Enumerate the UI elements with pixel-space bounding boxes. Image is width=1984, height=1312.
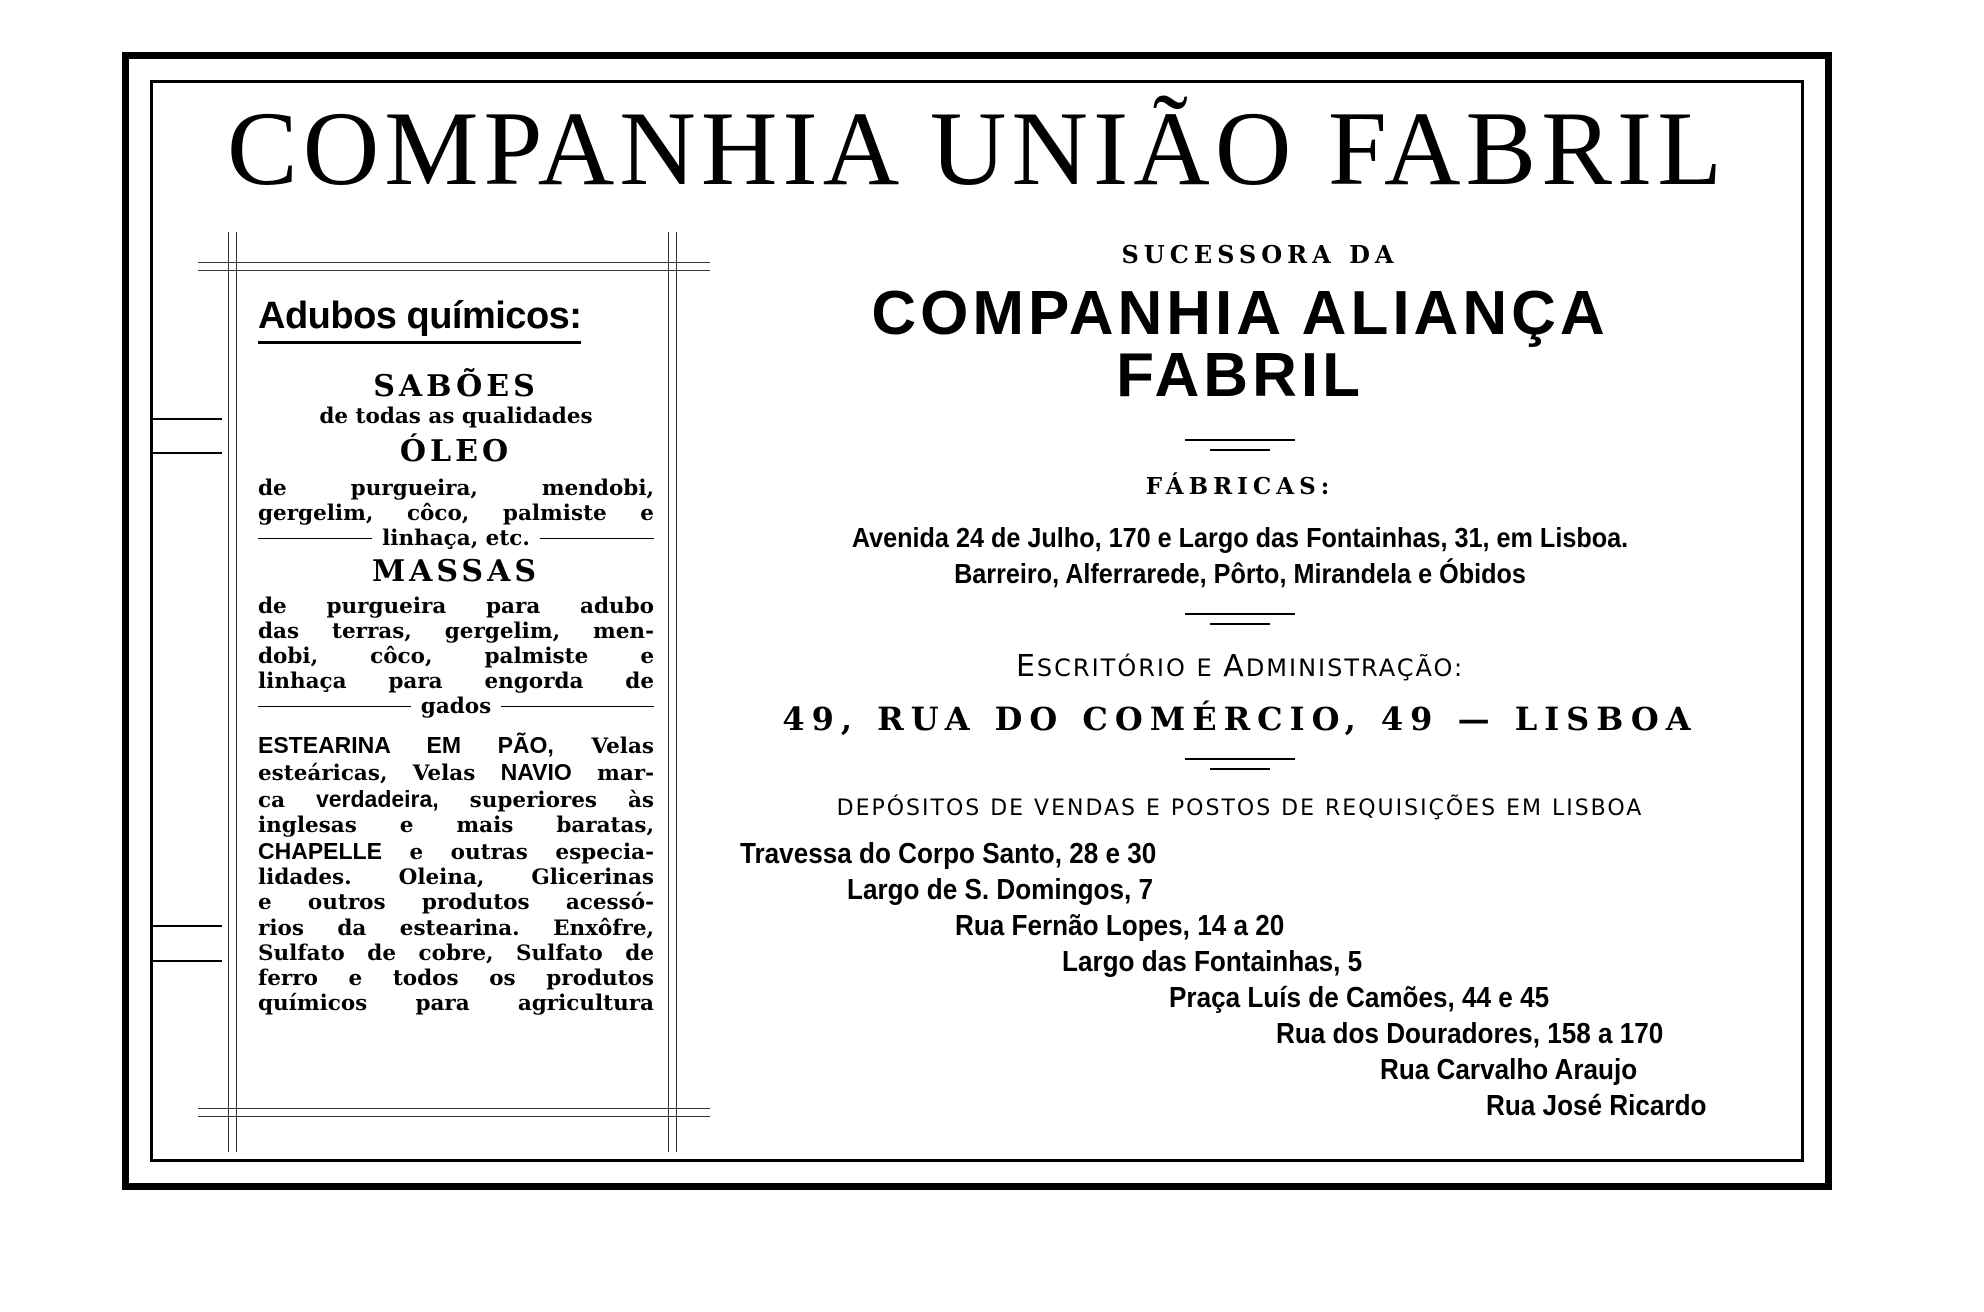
stearin-strong: verdadeira, [315, 785, 439, 812]
divider [1210, 768, 1270, 770]
oil-line: de purgueira, mendobi, [258, 475, 654, 501]
stearin-strong: CHAPELLE [258, 838, 382, 865]
depot-address: Praça Luís de Camões, 44 e 45 [1169, 982, 1550, 1014]
box-rule-right [676, 232, 677, 1152]
oil-line-ruled [258, 526, 654, 551]
stearin-line: inglesas e mais baratas, [258, 812, 654, 838]
stearin-text: Velas [553, 733, 655, 759]
divider [1210, 449, 1270, 451]
box-rule-top-inner [198, 270, 710, 271]
margin-mark [152, 452, 222, 454]
office-letter: E [1015, 649, 1037, 685]
box-rule-left [228, 232, 229, 1152]
divider [1185, 613, 1295, 615]
fertilizers-heading: Adubos químicos: [258, 296, 581, 344]
depots-title: DEPÓSITOS DE VENDAS E POSTOS DE REQUISIÇÕES EM LISBOA [836, 796, 1644, 822]
company-title: COMPANHIA UNIÃO FABRIL [227, 90, 1727, 207]
box-rule-top [198, 262, 710, 263]
divider [1210, 623, 1270, 625]
stearin-line: químicos para agricultura [258, 990, 654, 1016]
box-rule-left-inner [236, 232, 237, 1152]
stearin-text: ca [258, 787, 316, 813]
masses-line: das terras, gergelim, men- [258, 619, 654, 644]
depot-address: Largo de S. Domingos, 7 [847, 874, 1153, 906]
masses-line: gados [420, 694, 492, 720]
margin-mark [152, 925, 222, 927]
factories-label: FÁBRICAS: [1145, 473, 1335, 500]
products-box [228, 262, 678, 1124]
stearin-text: e outras especia- [381, 840, 654, 866]
stearin-strong: ESTEARINA EM PÃO, [258, 731, 554, 758]
factories-line: Avenida 24 de Julho, 170 e Largo das Fontainhas, 31, em Lisboa. [851, 522, 1629, 553]
masses-line: dobi, côco, palmiste e [258, 644, 654, 670]
office-text: SCRITÓRIO E [1036, 654, 1224, 683]
masses-line: de purgueira para adubo [258, 593, 654, 619]
oil-line: linhaça, etc. [382, 526, 530, 552]
masses-line: linhaça para engorda de [258, 669, 654, 695]
stearin-line [258, 732, 654, 759]
stearin-line: rios da estearina. Enxôfre, [258, 915, 654, 941]
office-heading [740, 649, 1740, 684]
box-rule-bottom [198, 1116, 710, 1117]
depot-address: Largo das Fontainhas, 5 [1062, 946, 1363, 978]
divider [1185, 439, 1295, 441]
products-content [258, 296, 654, 1016]
masses-line-ruled [258, 694, 654, 719]
margin-mark [152, 960, 222, 962]
stearin-line [258, 838, 654, 865]
depot-address: Travessa do Corpo Santo, 28 e 30 [740, 838, 1157, 870]
box-rule-bottom-inner [198, 1108, 710, 1109]
office-letter: A [1223, 649, 1246, 685]
office-address: 49, RUA DO COMÉRCIO, 49 — LISBOA [782, 700, 1698, 739]
company-info [740, 240, 1740, 821]
soaps-text: de todas as qualidades [319, 404, 593, 430]
oil-title: ÓLEO [399, 434, 513, 470]
oil-line: gergelim, côco, palmiste e [258, 501, 654, 527]
depot-address: Rua dos Douradores, 158 a 170 [1276, 1018, 1664, 1050]
office-text: DMINISTRAÇÃO: [1245, 654, 1465, 683]
stearin-line [258, 759, 654, 786]
depot-address: Rua Fernão Lopes, 14 a 20 [955, 910, 1285, 942]
soaps-title: SABÕES [373, 368, 539, 404]
stearin-text: mar- [571, 760, 654, 786]
depot-address: Rua José Ricardo [1486, 1090, 1707, 1122]
successor-label: SUCESSORA DA [1121, 240, 1399, 269]
masses-title: MASSAS [371, 554, 541, 590]
successor-name: COMPANHIA ALIANÇA FABRIL [871, 279, 1609, 410]
stearin-line: ferro e todos os produtos [258, 965, 654, 991]
box-rule-right-inner [668, 232, 669, 1152]
stearin-text: esteáricas, Velas [258, 760, 501, 786]
depot-address: Rua Carvalho Araujo [1380, 1054, 1638, 1086]
margin-mark [152, 418, 222, 420]
stearin-line [258, 786, 654, 813]
stearin-strong: NAVIO [500, 758, 572, 785]
stearin-line: Sulfato de cobre, Sulfato de [258, 940, 654, 966]
factories-line: Barreiro, Alferrarede, Pôrto, Mirandela e Óbidos [954, 557, 1526, 589]
stearin-text: superiores às [438, 787, 654, 813]
stearin-line: e outros produtos acessó- [258, 890, 654, 916]
stearin-line: lidades. Oleina, Glicerinas [258, 865, 654, 891]
divider [1185, 758, 1295, 760]
